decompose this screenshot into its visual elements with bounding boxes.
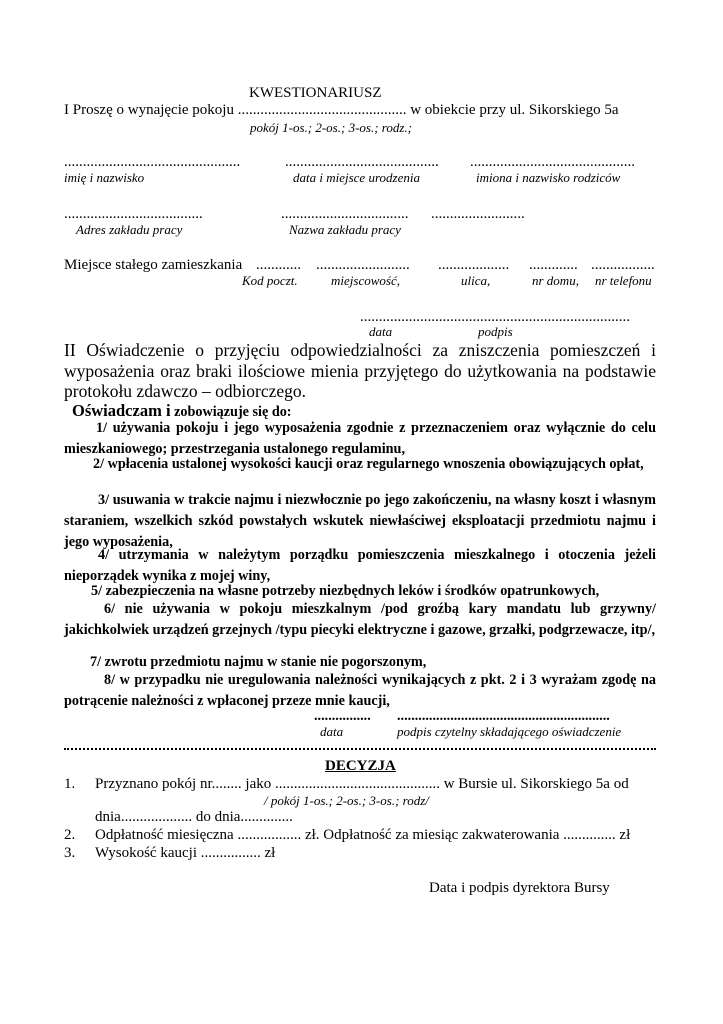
extra-field[interactable]: ......................... xyxy=(431,206,525,222)
obligation-item: 7/ zwrotu przedmiotu najmu w stanie nie pogorszonym, xyxy=(90,654,427,670)
declaration-heading-lead: Oświadczam i xyxy=(72,401,171,420)
house-number-field[interactable]: ............. xyxy=(529,257,578,273)
declaration-signature-field[interactable]: ............................................................ xyxy=(397,708,610,724)
name-field[interactable]: ............................................... xyxy=(64,154,241,170)
name-caption: imię i nazwisko xyxy=(64,170,145,185)
deposit-line: Wysokość kaucji ................ zł xyxy=(95,845,276,861)
phone-caption: nr telefonu xyxy=(595,273,652,288)
section1-date-caption: data xyxy=(369,324,393,339)
workplace-name-caption: Nazwa zakładu pracy xyxy=(289,222,401,237)
street-caption: ulica, xyxy=(461,273,491,288)
birth-caption: data i miejsce urodzenia xyxy=(293,170,420,185)
room-assignment-line: Przyznano pokój nr........ jako ............................................ w Bursie ul. Sikorskiego 5a od xyxy=(95,776,629,792)
house-number-caption: nr domu, xyxy=(532,273,579,288)
obligation-item: 5/ zabezpieczenia na własne potrzeby niezbędnych leków i środków opatrunkowych, xyxy=(91,583,600,599)
director-signature-label: Data i podpis dyrektora Bursy xyxy=(429,880,610,896)
obligation-item: 6/ nie używania w pokoju mieszkalnym /pod groźbą kary mandatu lub grzywny/ jakichkolwiek urządzeń grzejnych /typu piecyki elektryczne i gazowe, grzałki, podgrzewacze, itp/, xyxy=(64,601,656,638)
obligation-item: 2/ wpłacenia ustalonej wysokości kaucji oraz regularnego wnoszenia obowiązujących opłat, xyxy=(93,456,644,472)
birth-field[interactable]: ......................................... xyxy=(285,154,439,170)
street-field[interactable]: ................... xyxy=(438,257,510,273)
postal-code-caption: Kod poczt. xyxy=(242,273,298,288)
decision-item-number: 1. xyxy=(64,776,76,792)
obligation-item: 3/ usuwania w trakcie najmu i niezwłocznie po jego zakończeniu, na własny koszt i własnym staraniem, wszelkich szkód powstałych wskutek niewłaściwej eksploatacji przedmiotu najmu i jego wyposażenia, xyxy=(64,492,656,550)
city-caption: miejscowość, xyxy=(331,273,400,288)
declaration-date-caption: data xyxy=(320,724,344,739)
city-field[interactable]: ......................... xyxy=(316,257,410,273)
declaration-signature-caption: podpis czytelny składającego oświadczenie xyxy=(397,724,622,739)
decision-item-number: 2. xyxy=(64,827,76,843)
phone-field[interactable]: ................. xyxy=(591,257,655,273)
residence-label: Miejsce stałego zamieszkania xyxy=(64,257,243,273)
room-request-line: I Proszę o wynajęcie pokoju ............................................. w obiekcie przy ul. Sikorskiego 5a xyxy=(64,102,619,118)
section1-signature-field[interactable]: ........................................................................ xyxy=(360,309,630,325)
dates-line: dnia................... do dnia.............. xyxy=(95,809,293,825)
liability-statement: II Oświadczenie o przyjęciu odpowiedzialności za zniszczenia pomieszczeń i wyposażenia oraz braki ilościowe mienia przyjętego do użytkowania na podstawie protokołu zdawczo – odbiorczego. xyxy=(64,340,656,401)
decision-item-number: 3. xyxy=(64,845,76,861)
section-divider xyxy=(64,748,656,750)
workplace-address-caption: Adres zakładu pracy xyxy=(76,222,183,237)
declaration-date-field[interactable]: ................ xyxy=(314,708,371,724)
fee-line: Odpłatność miesięczna ................. zł. Odpłatność za miesiąc zakwaterowania .............. zł xyxy=(95,827,631,843)
section1-signature-caption: podpis xyxy=(478,324,513,339)
obligation-item: 1/ używania pokoju i jego wyposażenia zgodnie z przeznaczeniem oraz wyłącznie do celu mieszkaniowego; przestrzegania ustalonego regulaminu, xyxy=(64,420,656,457)
parents-caption: imiona i nazwisko rodziców xyxy=(476,170,621,185)
declaration-heading-rest: zobowiązuje się do: xyxy=(170,404,292,420)
decision-title: DECYZJA xyxy=(325,758,396,774)
decision-room-type-caption: / pokój 1-os.; 2-os.; 3-os.; rodz/ xyxy=(264,793,429,808)
workplace-address-field[interactable]: ..................................... xyxy=(64,206,203,222)
form-title: KWESTIONARIUSZ xyxy=(249,85,382,101)
workplace-name-field[interactable]: .................................. xyxy=(281,206,409,222)
obligation-item: 4/ utrzymania w należytym porządku pomieszczenia mieszkalnego i otoczenia jeżeli nieporządek wynika z mojej winy, xyxy=(64,547,656,584)
parents-field[interactable]: ............................................ xyxy=(470,154,635,170)
obligation-item: 8/ w przypadku nie uregulowania należności wynikających z pkt. 2 i 3 wyrażam zgodę na potrącenie należności z wpłaconej przeze mnie kaucji, xyxy=(64,672,656,709)
room-type-caption: pokój 1-os.; 2-os.; 3-os.; rodz.; xyxy=(250,120,412,135)
postal-code-field[interactable]: ............ xyxy=(256,257,301,273)
